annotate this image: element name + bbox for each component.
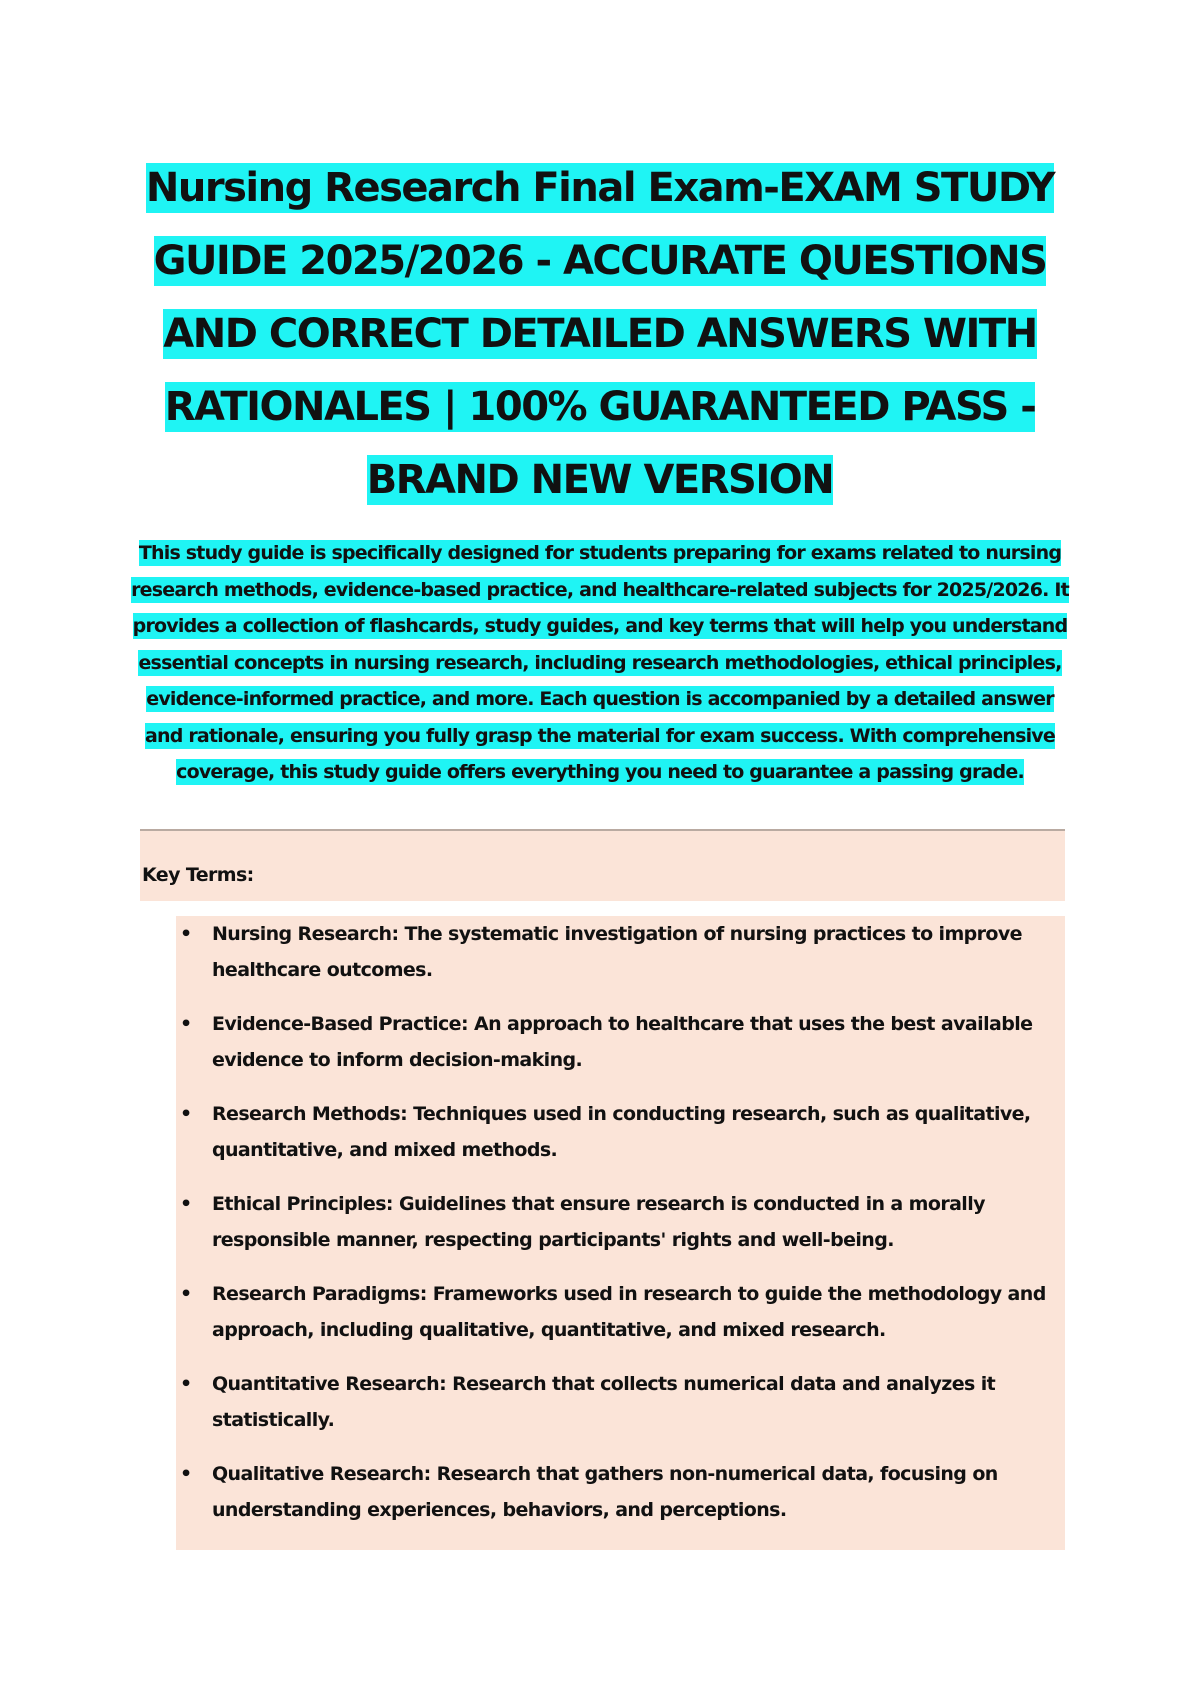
intro-line: provides a collection of flashcards, study guides, and key terms that will help you understand [132, 615, 1068, 637]
key-term-line: Quantitative Research: Research that collects numerical data and analyzes it [212, 1373, 996, 1395]
title-line: Nursing Research Final Exam-EXAM STUDY [145, 165, 1055, 211]
key-terms-heading: Key Terms: [142, 864, 254, 886]
key-term-item [176, 1366, 1065, 1438]
key-term-item [176, 1276, 1065, 1348]
title-line: GUIDE 2025/2026 - ACCURATE QUESTIONS [153, 238, 1047, 284]
title-line: RATIONALES | 100% GUARANTEED PASS - [164, 384, 1036, 430]
bullet-icon: • [180, 923, 192, 945]
key-terms-box [176, 916, 1065, 1550]
key-term-line: approach, including qualitative, quantitative, and mixed research. [212, 1319, 886, 1341]
title-line: BRAND NEW VERSION [366, 457, 834, 503]
key-term-line: quantitative, and mixed methods. [212, 1139, 558, 1161]
intro-line: research methods, evidence-based practice, and healthcare-related subjects for 2025/2026. It [131, 578, 1069, 601]
key-terms-list [176, 916, 1065, 1528]
key-term-item [176, 1096, 1065, 1168]
key-terms-header [140, 829, 1065, 901]
bullet-icon: • [180, 1193, 192, 1215]
key-term-line: Qualitative Research: Research that gathers non-numerical data, focusing on [212, 1463, 998, 1485]
key-term-item [176, 1186, 1065, 1258]
bullet-icon: • [180, 1373, 192, 1395]
intro-line: essential concepts in nursing research, including research methodologies, ethical principles, [138, 651, 1062, 674]
key-term-item [176, 1006, 1065, 1078]
intro-paragraph [130, 535, 1070, 791]
key-term-line: Nursing Research: The systematic investigation of nursing practices to improve [212, 923, 1022, 945]
bullet-icon: • [180, 1103, 192, 1125]
bullet-icon: • [180, 1283, 192, 1305]
key-term-line: evidence to inform decision-making. [212, 1049, 583, 1071]
key-term-item [176, 1456, 1065, 1528]
key-term-line: Research Paradigms: Frameworks used in research to guide the methodology and [212, 1283, 1046, 1305]
key-term-line: Research Methods: Techniques used in conducting research, such as qualitative, [212, 1103, 1031, 1125]
intro-line: and rationale, ensuring you fully grasp the material for exam success. With comprehensive [145, 724, 1055, 747]
key-term-line: Ethical Principles: Guidelines that ensure research is conducted in a morally [212, 1193, 985, 1215]
bullet-icon: • [180, 1013, 192, 1035]
key-term-line: understanding experiences, behaviors, and perceptions. [212, 1499, 787, 1521]
title-line: AND CORRECT DETAILED ANSWERS WITH [163, 311, 1037, 357]
bullet-icon: • [180, 1463, 192, 1485]
key-term-line: healthcare outcomes. [212, 959, 433, 981]
document-title [140, 152, 1060, 517]
intro-line: This study guide is specifically designed for students preparing for exams related to nursing [138, 542, 1062, 564]
intro-line: coverage, this study guide offers everything you need to guarantee a passing grade. [176, 761, 1024, 783]
key-term-item [176, 916, 1065, 988]
key-term-line: Evidence-Based Practice: An approach to healthcare that uses the best available [212, 1013, 1033, 1035]
key-term-line: responsible manner, respecting participants' rights and well-being. [212, 1229, 894, 1251]
key-term-line: statistically. [212, 1409, 335, 1431]
intro-line: evidence-informed practice, and more. Each question is accompanied by a detailed answer [146, 688, 1054, 710]
